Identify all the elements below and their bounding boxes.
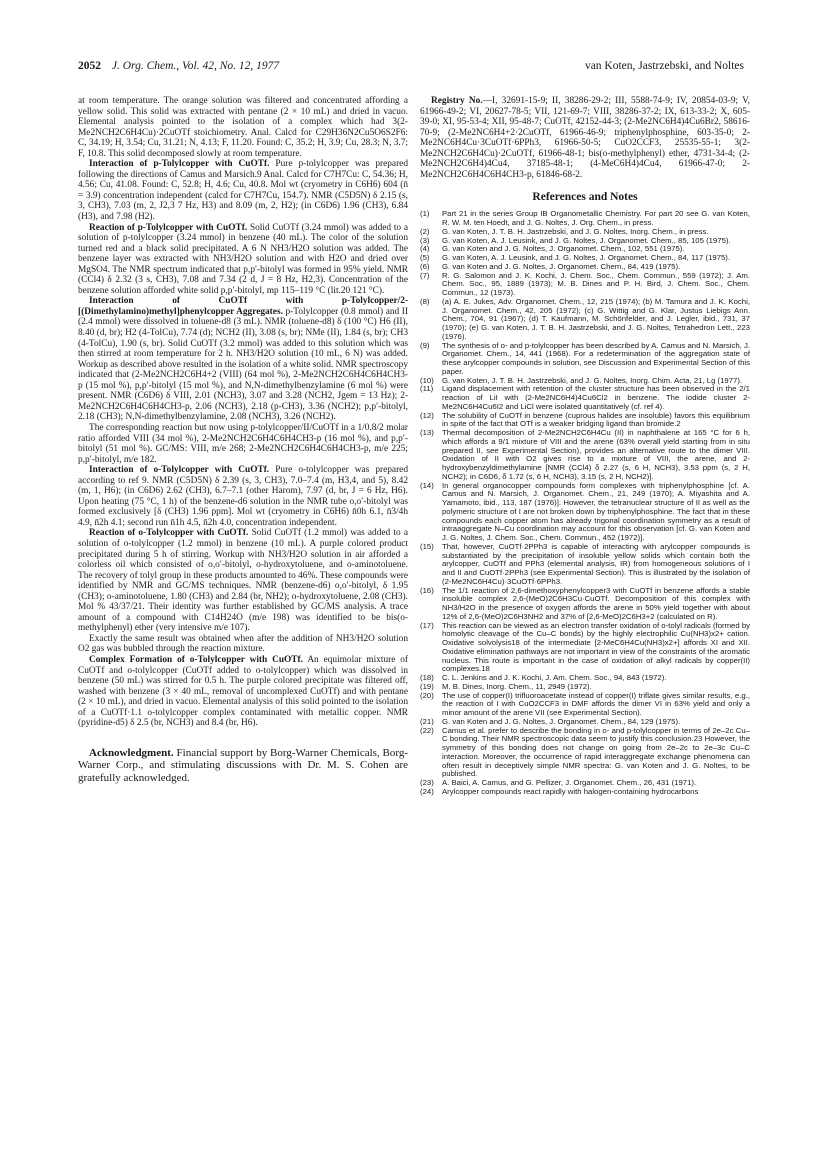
- reference-item: [420, 788, 750, 797]
- running-head-left: [78, 60, 279, 72]
- reference-text: Thermal decomposition of 2-Me2NCH2C6H4Cu (II) in naphthalene at 165 °C for 6 h, which affords a 9/1 mixture of VIII and the arene (63% overall yield starting from in situ prepared II, see Experimental Section), provides an alternative route to the dimer VIII. Oxidation of II with O2 gives rise to a mixture of VIII, the arene, and 2-hydroxybenzyldimethylamine [NMR (CCl4) δ 2.27 (s, 6 H, NCH3), 3.53 ppm (s, 2 H, NCH2); in C6D6, δ 1.72 (s, 6 H, NCH3), 3.15 (s, 2 H, NCH2)].: [442, 428, 750, 481]
- paragraph-heading: Reaction of o-Tolylcopper with CuOTf.: [89, 528, 249, 539]
- reference-text: In general organocopper compounds form complexes with triphenylphosphine [cf. A. Camus and N. Marsich, J. Organomet. Chem., 21, 249 (1970); A. Miyashita and A. Yamamoto, ibid., 113, 187 (1976)]. However, the tetranuclear structure of II as well as the polymeric structure of I are not broken down by triphenylphosphine. The fact that in these compounds each copper atom has already trigonal coordination symmetry as a result of intraaggregate N–Cu coordination may account for this observation [cf. G. van Koten and J. G. Noltes, J. Chem. Soc., Chem. Commun., 452 (1972)].: [442, 480, 750, 543]
- paragraph-text: p-Tolylcopper (0.8 mmol) and II (2.4 mmol) were dissolved in toluene-d8 (3 mL). NMR (toluene-d8) δ (100 °C) H6 (II), 8.40 (d, br); H2 (4-TolCu), 7.74 (d); NCH2 (II), 3.08 (s, br); NMe (II), 1.84 (s, br); CH3 (4-TolCu), 1.90 (s, br). Solid CuOTf (3.2 mmol) was added to this solution which was then stirred at room temperature for 2 h. NH3/H2O solution (10 mL, 6 N) was added. Workup as described above resulted in the isolation of a white solid. NMR spectroscopy indicated that (2-Me2NCH2C6H4+2 (VIII) (64 mol %), 2-Me2NCH2C6H4C6H4CH3-p (15 mol %), p,p′-bitolyl (15 mol %), and N,N-dimethylbenzylamine (6 mol %) were present. NMR (C6D6) δ VIII, 2.01 (NCH3), 3.07 and 3.28 (NCH2, Jgem = 13 Hz); 2-Me2NCH2C6H4C6H4CH3-p, 2.06 (NCH3), 2.18 (p-CH3), 3.36 (NCH2); p,p′-bitolyl, 2.18 (CH3); N,N-dimethylbenzylamine, 2.08 (NCH3), 3.26 (NCH2).: [78, 306, 408, 423]
- reference-item: [420, 385, 750, 411]
- reference-item: [420, 210, 750, 228]
- paragraph-text: The corresponding reaction but now using p-tolylcopper/II/CuOTf in a 1/0.8/2 molar ratio afforded VIII (34 mol %), 2-Me2NCH2C6H4C6H4CH3-p (16 mol %), and p,p′-bitolyl (51 mol %). GC/MS: VIII, m/e 268; 2-Me2NCH2C6H4C6H4CH3-p, m/e 225; p,p′-bitolyl, m/e 182.: [78, 422, 408, 465]
- left-column: [78, 96, 408, 796]
- paragraph: [78, 423, 408, 465]
- reference-item: [420, 587, 750, 622]
- paragraph-text: An equimolar mixture of CuOTf and o-tolylcopper (CuOTf added to o-tolylcopper) which was dissolved in benzene (50 mL) was stirred for 0.5 h. The purple colored precipitate was filtered off, washed with benzene (3 × 40 mL, removal of uncomplexed CuOTf) and with pentane (2 × 10 mL), and dried in vacuo. Elemental analysis of this solid pointed to the isolation of a CuOTf·1.1 o-tolylcopper complex contaminated with metallic copper. NMR (pyridine-d5) δ 2.5 (br, NCH3) and 8.4 (br, H6).: [78, 654, 408, 729]
- paragraph-text: Exactly the same result was obtained when after the addition of NH3/H2O solution O2 gas was bubbled through the reaction mixture.: [78, 633, 408, 655]
- paragraph: [78, 96, 408, 159]
- reference-number: (19): [420, 681, 434, 691]
- acknowledgment-text: Financial support by Borg-Warner Chemicals, Borg-Warner Corp., and stimulating discussions with Dr. M. S. Cohen are gratefully acknowledged.: [78, 746, 409, 784]
- reference-text: G. van Koten, J. T. B. H. Jastrzebski, and J. G. Noltes, Inorg. Chim. Acta, 21, Lg (1977).: [442, 375, 743, 385]
- reference-number: (15): [420, 541, 434, 551]
- reference-text: G. van Koten, A. J. Leusink, and J. G. Noltes, J. Organomet. Chem., 84, 117 (1975).: [442, 253, 731, 263]
- reference-number: (16): [420, 585, 434, 595]
- registry-heading: Registry No.: [431, 96, 483, 106]
- reference-number: (20): [420, 690, 434, 700]
- paragraph: [78, 223, 408, 297]
- paragraph-heading: Interaction of CuOTf with p-Tolylcopper/2-[(Dimethylamino)methyl]phenylcopper Aggregates.: [78, 296, 408, 317]
- reference-item: [420, 622, 750, 675]
- reference-text: The 1/1 reaction of 2,6-dimethoxyphenylcopper3 with CuOTf in benzene affords a stable insoluble complex 2,6-(MeO)2C6H3Cu·CuOTf. Decomposition of this complex with NH3/H2O in the presence of oxygen affords the arene in 50% yield together with about 12% of 2,6-(MeO)2C6H3NH2 and 37% of [2,6-MeO)2C6H3+2 (calculated on R).: [442, 585, 750, 621]
- reference-item: [420, 727, 750, 780]
- paragraph: [78, 634, 408, 655]
- reference-text: Arylcopper compounds react rapidly with halogen-containing hydrocarbons: [442, 786, 699, 796]
- references-title: References and Notes: [532, 191, 638, 204]
- reference-item: [420, 342, 750, 377]
- reference-item: [420, 429, 750, 482]
- reference-number: (13): [420, 428, 434, 438]
- reference-number: (12): [420, 410, 434, 420]
- reference-number: (1): [420, 209, 430, 219]
- reference-text: C. L. Jenkins and J. K. Kochi, J. Am. Chem. Soc., 94, 843 (1972).: [442, 673, 667, 683]
- paragraph-text: Pure p-tolylcopper was prepared following the directions of Camus and Marsich.9 Anal. Calcd for C7H7Cu: C, 54.36; H, 4.56; Cu, 41.08. Found: C, 52.8; H, 4.6; Cu, 40.8. Mol wt (cryometry in C6H6) 604 (n̄ = 3.9) concentration independent (calcd for C7H7Cu, 154.7). NMR (C5D5N) δ 2.15 (s, 3, CH3), 7.03 (m, 2, J2,3 7 Hz, H3) and 8.09 (m, 2, H2); (in C6D6) 1.96 (CH3), 6.84 (H3), and 7.98 (H2).: [78, 159, 408, 223]
- paragraph-heading: Interaction of p-Tolylcopper with CuOTf.: [89, 159, 270, 170]
- reference-item: [420, 692, 750, 718]
- reference-number: (22): [420, 725, 434, 735]
- reference-number: (11): [420, 384, 434, 394]
- reference-text: G. van Koten, A. J. Leusink, and J. G. Noltes, J. Organomet. Chem., 85, 105 (1975).: [442, 235, 731, 245]
- acknowledgment: [78, 747, 408, 785]
- reference-number: (24): [420, 786, 434, 796]
- reference-item: [420, 272, 750, 298]
- acknowledgment-heading: Acknowledgment.: [89, 746, 174, 759]
- paragraph-heading: Complex Formation of o-Tolylcopper with CuOTf.: [89, 654, 303, 665]
- reference-item: [420, 412, 750, 430]
- registry-numbers: [420, 96, 750, 180]
- reference-text: This reaction can be viewed as an electron transfer oxidation of o-tolyl radicals (formed by homolytic cleavage of the Cu–C bonds) by the highly electrophilic Cu(NH3)x2+ cation. Oxidative solvolysis18 of the intermediate [2-MeC6H4Cu(NH3)x2+] affords XI and XII. Oxidative elimination pathways are not important in view of the constraints of the aromatic nucleus. This route is important in the case of oxidation of alkyl radicals by copper(II) complexes.18: [442, 620, 750, 674]
- reference-number: (8): [420, 296, 430, 306]
- paragraph-text: Solid CuOTf (1.2 mmol) was added to a solution of o-tolylcopper (1.2 mmol) in benzene (10 mL). A purple colored product precipitated during 5 h of stirring. Workup with NH3/H2O solution in air afforded a colorless oil which consisted of o,o′-bitolyl, o-hydroxytoluene, and o-aminotoluene. The recovery of tolyl group in these products amounted to 46%. These compounds were identified by NMR and GC/MS techniques. NMR (benzene-d6) o,o′-bitolyl, δ 1.95 (CH3); o-aminotoluene, 1.80 (CH3) and 2.84 (br, NH2); o-hydroxytoluene, 2.08 (CH3). Mol % 43/37/21. Their identity was further established by GC/MS analysis. A trace amount of a compound with C14H24O (m/e 198) was identified to be bis(o-methylphenyl) ether (very intensive m/e 107).: [78, 528, 408, 634]
- paragraph: [78, 655, 408, 729]
- reference-number: (18): [420, 673, 434, 683]
- paragraph-heading: Interaction of o-Tolylcopper with CuOTf.: [89, 465, 270, 476]
- reference-text: That, however, CuOTf·2PPh3 is capable of interacting with arylcopper compounds is substantiated by the precipitation of insoluble yellow solids which contain both the arylcopper, CuOTf and PPh3 (elemental analysis, IR) from homogeneous solutions of I and II and CuOTf·2PPh3 (see Experimental Section). This is illustrated by the isolation of (2-Me2NC6H4Cu)·3CuOTf·6PPh3.: [442, 541, 750, 586]
- right-column: [420, 96, 750, 797]
- reference-number: (23): [420, 778, 434, 788]
- reference-text: Camus et al. prefer to describe the bonding in o- and p-tolylcopper in terms of 2e–2c Cu–C bonding. Their NMR spectroscopic data seem to justify this conclusion.23 However, the symmetry of this bonding does not change on going from 2e–2c to 2e–3c Cu–C interaction. Moreover, the occurrence of rapid interaggregate exchange phenomena can often result in deceptively simple NMR spectra: G. van Koten and J. G. Noltes, to be published.: [442, 725, 750, 779]
- reference-text: G. van Koten, J. T. B. H. Jastrzebski, and J. G. Noltes, Inorg. Chem., in press.: [442, 226, 709, 236]
- paragraph: [78, 159, 408, 222]
- paragraph-text: Pure o-tolylcopper was prepared according to ref 9. NMR (C5D5N) δ 2.39 (s, 3, CH3), 7.0–7.4 (m, H3,4, and 5), 8.42 (m, 1, H6); (in C6D6) 2.62 (CH3), 6.7–7.1 (other Harom), 7.97 (d, br, J = 6 Hz, H6). Upon heating (75 °C, 1 h) of the benzene-d6 solution in the NMR tube o,o′-bitolyl was formed exclusively [δ (CH3) 1.96 ppm]. Mol wt (cryometry in C6H6) n̄0h 6.1, n̄3/4h 4.9, n̄2h 4.1; second run n̄1h 4.5, n̄2h 4.0, concentration independent.: [78, 465, 408, 528]
- paragraph-text: at room temperature. The orange solution was filtered and concentrated affording a yellow solid. This solid was extracted with pentane (2 × 10 mL) and dried in vacuo. Elemental analysis pointed to the isolation of a complex which had 3(2-Me2NCH2C6H4Cu)·2CuOTf stoichiometry. Anal. Calcd for C29H36N2Cu5O6S2F6: C, 34.19; H, 3.54; Cu, 31.21; N, 4.13; F, 11.20. Found: C, 35.2; H, 3.9; Cu, 28.3; N, 3.7; F, 10.8. This solid decomposed slowly at room temperature.: [78, 96, 408, 159]
- reference-item: [420, 543, 750, 587]
- reference-number: (10): [420, 375, 434, 385]
- reference-text: G. van Koten and J. G. Noltes, J. Organomet. Chem., 84, 419 (1975).: [442, 261, 681, 271]
- running-head-authors: van Koten, Jastrzebski, and Noltes: [584, 60, 744, 72]
- paragraph: [78, 465, 408, 528]
- references-list: [420, 210, 750, 796]
- reference-text: Ligand displacement with retention of the cluster structure has been observed in the 2/1 reaction of LiI with (2-Me2NC6H4)4Cu6Cl2 in benzene. The iodide cluster 2-Me2NC6H4Cu6I2 and LiCl were isolated quantitatively (cf. ref 4).: [442, 384, 750, 411]
- reference-number: (21): [420, 716, 434, 726]
- paragraph: [78, 528, 408, 633]
- paragraph: [78, 296, 408, 423]
- reference-number: (14): [420, 480, 434, 490]
- paragraph-text: Solid CuOTf (3.24 mmol) was added to a solution of p-tolylcopper (3.24 mmol) in benzene (40 mL). The color of the solution turned red and a black solid precipitated. A 6 N NH3/H2O solution was added. The benzene layer was extracted with NH3/H2O solution and with H2O and dried over MgSO4. The NMR spectrum indicated that p,p′-bitolyl was formed in 95% yield. NMR (CCl4) δ 2.32 (3 s, CH3), 7.08 and 7.34 (2 d, J = 8 Hz, H2,3). Concentration of the benzene solution afforded white solid p,p′-bitolyl, mp 115–119 °C (lit.20 121 °C).: [78, 222, 408, 296]
- registry-text: —I, 32691-15-9; II, 38286-29-2; III, 5588-74-9; IV, 20854-03-9; V, 61966-49-2; VI, 20627-78-5; VII, 121-69-7; VIII, 38286-37-2; IX, 613-33-2; X, 605-39-0; XI, 95-53-4; XII, 95-48-7; CuOTf, 42152-44-3; (2-Me2NC6H4)4Cu6Br2, 58616-70-9; (2-Me2NC6H4+2·2CuOTf, 61966-46-9; triphenylphosphine, 603-35-0; 2-Me2NC6H4Cu·3CuOTf·6PPh3, 61966-50-5; CuO2CCF3, 25535-55-1; 3(2-Me2NCH2C6H4Cu)·2CuOTf, 61966-48-1; bis(o-methylphenyl) ether, 4731-34-4; (2-Me2NCH2C6H4)4Cu4, 37185-48-1; (4-MeC6H4)4Cu4, 61966-47-0; 2-Me2NCH2C6H4C6H4CH3-p, 61846-68-2.: [420, 96, 750, 180]
- journal-citation: J. Org. Chem., Vol. 42, No. 12, 1977: [111, 60, 280, 72]
- reference-text: G. van Koten and J. G. Noltes, J. Organomet. Chem., 102, 551 (1975).: [442, 244, 685, 254]
- experimental-text: [78, 96, 408, 729]
- paragraph-heading: Reaction of p-Tolylcopper with CuOTf.: [89, 222, 248, 233]
- reference-text: Part 21 in the series Group IB Organometallic Chemistry. For part 20 see G. van Koten, R. W. M. ten Hoedt, and J. G. Noltes, J. Org. Chem., in press.: [442, 209, 750, 228]
- reference-number: (9): [420, 340, 430, 350]
- reference-text: The use of copper(I) trifluoroacetate instead of copper(I) triflate gives similar results, e.g., the reaction of I with CuO2CCF3 in DMF affords the dimer VI in 63% yield and only a minor amount of the arene VII (see Experimental Section).: [442, 690, 750, 718]
- reference-text: The synthesis of o- and p-tolylcopper has been described by A. Camus and N. Marsich, J. Organomet. Chem., 14, 441 (1968). For a redetermination of the aggregation state of these arylcopper compounds in solution, see Discussion and Experimental Section of this paper.: [442, 340, 750, 376]
- reference-text: (a) A. E. Jukes, Adv. Organomet. Chem., 12, 215 (1974); (b) M. Tamura and J. K. Kochi, J. Organomet. Chem., 42, 205 (1972); (c) G. Wittig and G. Klar, Justus Liebigs Ann. Chem., 704, 91 (1967); (d) T. Kaufmann, M. Schönfelder, and J. Legler, ibid., 731, 37 (1970); (e) G. van Koten, J. T. B. H. Jastrzebski, and J. G. Noltes, Tetrahedron Lett., 223 (1976).: [442, 296, 750, 341]
- reference-item: [420, 298, 750, 342]
- running-head: [78, 60, 744, 76]
- reference-number: (17): [420, 620, 434, 630]
- reference-number: (4): [420, 244, 430, 254]
- reference-text: The solubility of CuOTf in benzene (cuprous halides are insoluble) favors this equilibrium in spite of the fact that OTf is a weaker bridging ligand than bromide.2: [442, 410, 750, 429]
- reference-number: (3): [420, 235, 430, 245]
- reference-text: R. G. Salomon and J. K. Kochi, J. Chem. Soc., Chem. Commun., 559 (1972); J. Am. Chem. Soc., 95, 1889 (1973); M. B. Dines and P. H. Bird, J. Chem. Soc., Chem. Commun., 12 (1973).: [442, 270, 750, 298]
- reference-text: A. Baici, A. Camus, and G. Pellizer, J. Organomet. Chem., 26, 431 (1971).: [442, 778, 697, 788]
- reference-number: (5): [420, 253, 430, 263]
- reference-number: (6): [420, 261, 430, 271]
- page-number: 2052: [78, 60, 101, 72]
- reference-item: [420, 482, 750, 543]
- reference-text: G. van Koten and J. G. Noltes, J. Organomet. Chem., 84, 129 (1975).: [442, 716, 681, 726]
- reference-number: (7): [420, 270, 430, 280]
- reference-number: (2): [420, 226, 430, 236]
- reference-text: M. B. Dines, Inorg. Chem., 11, 2949 (1972).: [442, 681, 592, 691]
